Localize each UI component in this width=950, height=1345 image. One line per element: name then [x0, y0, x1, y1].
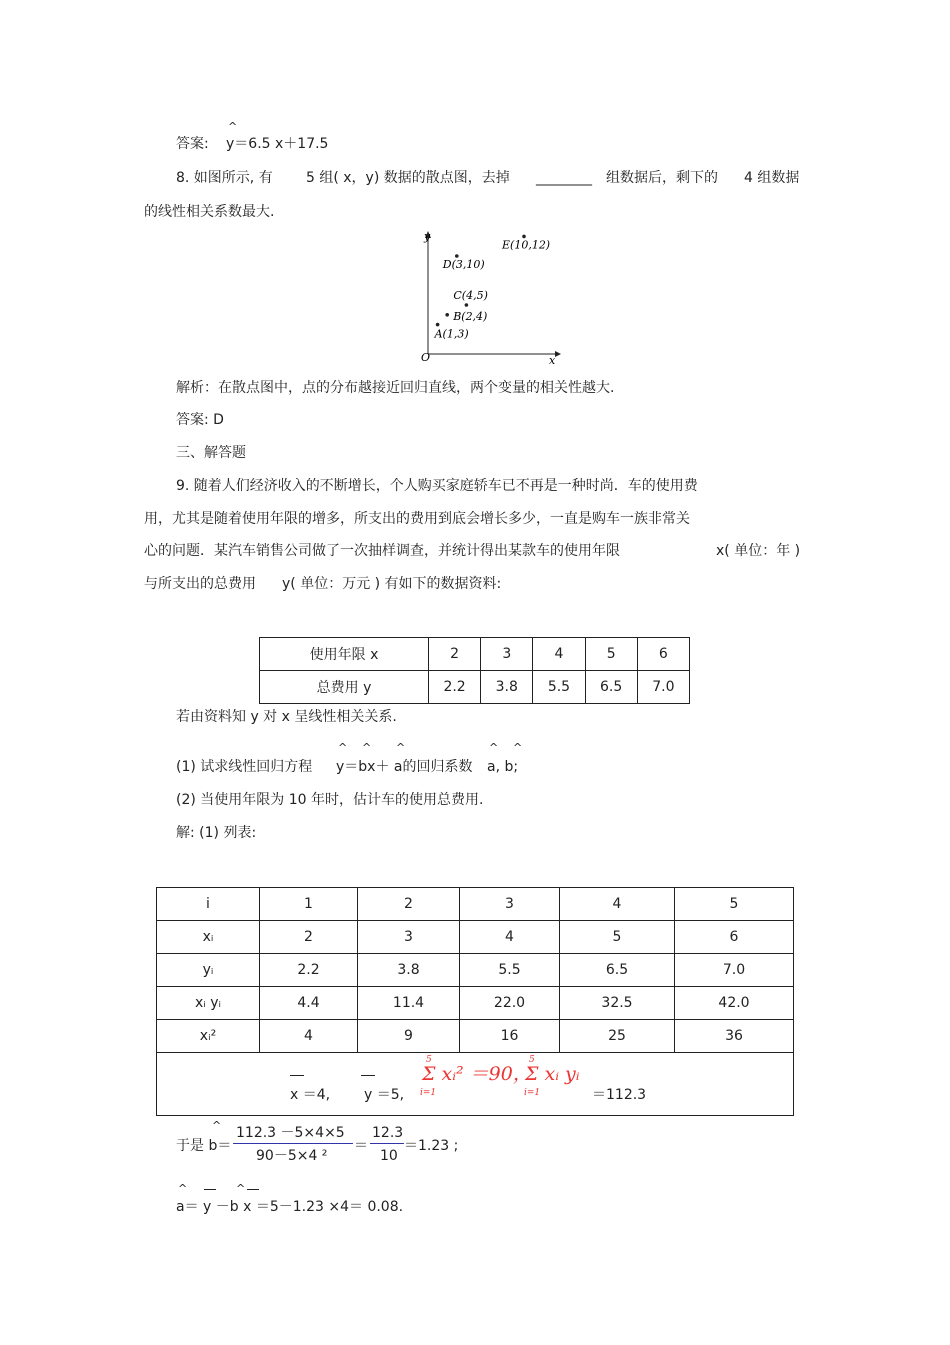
hat-mark: ^	[178, 1182, 188, 1195]
table-cell: 3	[358, 921, 460, 954]
table-row	[157, 954, 794, 987]
table-cell: 5	[560, 921, 675, 954]
part1-coefficients: a, b;	[487, 759, 519, 775]
table-cell: 4	[460, 921, 560, 954]
analysis-8: 解析：在散点图中，点的分布越接近回归直线，两个变量的相关性越大.	[176, 380, 615, 396]
table-cell: 4.4	[260, 987, 358, 1020]
fraction-line	[233, 1143, 353, 1144]
b-numerator: 112.3 －5×4×5	[236, 1125, 345, 1141]
table-cell: 4	[533, 638, 585, 671]
table-cell: 36	[675, 1020, 794, 1053]
answer-label: 答案:	[176, 136, 209, 152]
table-cell: 2.2	[429, 671, 481, 704]
table-cell: 5.5	[533, 671, 585, 704]
q8-text-line2: 的线性相关系数最大.	[144, 204, 275, 220]
scatter-point	[436, 323, 440, 327]
table-row	[157, 1020, 794, 1053]
mean-bar	[247, 1189, 259, 1190]
sum-upper: 5	[426, 1055, 432, 1065]
b-denominator: 90－5×4 ²	[256, 1148, 328, 1164]
q9-line3-unit: x( 单位：年 )	[716, 543, 801, 559]
point-label: C(4,5)	[453, 289, 488, 302]
table-cell: 6	[675, 921, 794, 954]
point-label: E(10,12)	[502, 238, 551, 252]
q8-text-c: 组数据后，剩下的	[606, 170, 718, 186]
point-label: D(3,10)	[442, 258, 485, 271]
table-cell: 3	[460, 888, 560, 921]
hat-mark: ^	[396, 741, 406, 754]
scatter-point	[465, 303, 469, 307]
q9-line2: 用，尤其是随着使用年限的增多，所支出的费用到底会增长多少，一直是购车一族非常关	[144, 511, 690, 527]
table-cell: 4	[260, 1020, 358, 1053]
hat-mark: ^	[362, 741, 372, 754]
table-cell: 25	[560, 1020, 675, 1053]
scatter-point	[445, 313, 449, 317]
x-axis-label: x	[549, 354, 556, 367]
table-cell: 42.0	[675, 987, 794, 1020]
mean-bar	[361, 1075, 375, 1076]
correlation-note: 若由资料知 y 对 x 呈线性相关关系.	[176, 709, 397, 725]
table-cell: 3	[481, 638, 533, 671]
table-cell: 6.5	[585, 671, 637, 704]
sum-squares: Σ xᵢ² ＝90，	[422, 1063, 532, 1085]
table-row	[260, 638, 690, 671]
sum-products-value: ＝112.3	[592, 1087, 647, 1103]
a-calculation: a＝ y －b x ＝5－1.23 ×4＝ 0.08.	[176, 1199, 404, 1215]
hat-mark: ^	[236, 1182, 246, 1195]
q8-blank: ________	[536, 170, 592, 186]
q8-text-b: 5 组( x，y) 数据的散点图，去掉	[306, 170, 510, 186]
x-mean: x ＝4,	[290, 1087, 331, 1103]
q9-line4: 与所支出的总费用	[144, 576, 256, 592]
scatter-plot	[415, 228, 565, 368]
data-table	[259, 637, 690, 704]
q9-line3: 心的问题．某汽车销售公司做了一次抽样调查，并统计得出某款车的使用年限	[144, 543, 620, 559]
table-cell: 4	[560, 888, 675, 921]
table-cell: 11.4	[358, 987, 460, 1020]
table-row	[157, 987, 794, 1020]
q8-text-a: 8. 如图所示, 有	[176, 170, 273, 186]
table-cell: 6	[637, 638, 689, 671]
table-row	[157, 888, 794, 921]
table-cell: 3.8	[358, 954, 460, 987]
section-heading: 三、解答题	[176, 445, 246, 461]
table-cell: 6.5	[560, 954, 675, 987]
b-result: ＝1.23 ;	[404, 1138, 459, 1154]
solution-start: 解: (1) 列表:	[176, 825, 257, 841]
table-cell: 1	[260, 888, 358, 921]
table-cell: 总费用 y	[260, 671, 429, 704]
table-cell: 2	[260, 921, 358, 954]
mean-bar	[290, 1075, 304, 1076]
answer7-expression: y＝6.5 x＋17.5	[226, 136, 329, 152]
part1-equation: y＝bx＋ a的回归系数	[336, 759, 473, 775]
table-cell: xᵢ²	[157, 1020, 260, 1053]
table-cell: 5	[585, 638, 637, 671]
q9-line4-unit: y( 单位：万元 ) 有如下的数据资料:	[282, 576, 502, 592]
table-cell: 16	[460, 1020, 560, 1053]
point-label: A(1,3)	[434, 327, 469, 341]
sum-upper: 5	[529, 1055, 535, 1065]
table-cell: yᵢ	[157, 954, 260, 987]
table-cell: 2.2	[260, 954, 358, 987]
y-mean: y ＝5,	[364, 1087, 405, 1103]
table-cell: 2	[429, 638, 481, 671]
hat-mark: ^	[513, 741, 523, 754]
hat-mark: ^	[228, 120, 238, 133]
table-cell: 22.0	[460, 987, 560, 1020]
part1-text: (1) 试求线性回归方程	[176, 759, 313, 775]
table-cell: 5.5	[460, 954, 560, 987]
answer-8: 答案: D	[176, 412, 224, 428]
table-cell: 7.0	[637, 671, 689, 704]
table-cell: 9	[358, 1020, 460, 1053]
part2-text: (2) 当使用年限为 10 年时，估计车的使用总费用.	[176, 792, 484, 808]
sum-lower: i=1	[524, 1088, 541, 1098]
mean-bar	[204, 1189, 216, 1190]
table-cell: 3.8	[481, 671, 533, 704]
table-cell: xᵢ	[157, 921, 260, 954]
b-denominator-2: 10	[380, 1148, 398, 1164]
table-cell: 使用年限 x	[260, 638, 429, 671]
origin-label: O	[421, 351, 431, 364]
table-cell: 32.5	[560, 987, 675, 1020]
equals-sign: ＝	[354, 1138, 368, 1154]
table-cell: xᵢ yᵢ	[157, 987, 260, 1020]
table-cell: 2	[358, 888, 460, 921]
sum-products: Σ xᵢ yᵢ	[525, 1063, 580, 1085]
table-row	[260, 671, 690, 704]
q8-text-d: 4 组数据	[744, 170, 800, 186]
point-label: B(2,4)	[453, 309, 488, 323]
hat-mark: ^	[212, 1119, 222, 1132]
table-cell: 5	[675, 888, 794, 921]
b-numerator-2: 12.3	[372, 1125, 404, 1141]
table-cell: 7.0	[675, 954, 794, 987]
table-row	[157, 921, 794, 954]
fraction-line	[370, 1143, 404, 1144]
hat-mark: ^	[338, 741, 348, 754]
b-prefix: 于是 b＝	[176, 1138, 232, 1154]
y-axis-label: y	[424, 230, 431, 243]
sum-lower: i=1	[420, 1088, 437, 1098]
table-cell: i	[157, 888, 260, 921]
hat-mark: ^	[489, 741, 499, 754]
x-axis-arrow	[555, 351, 561, 357]
q9-line1: 9. 随着人们经济收入的不断增长，个人购买家庭轿车已不再是一种时尚．车的使用费	[176, 478, 698, 494]
